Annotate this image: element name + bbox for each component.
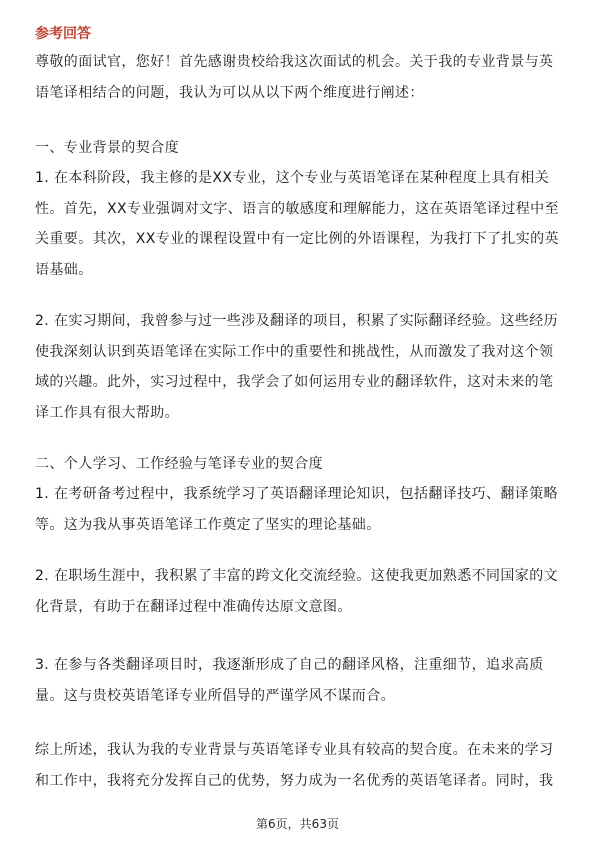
section-2-title: 二、个人学习、工作经验与笔译专业的契合度 [35,456,323,472]
section-1-point-1: 1. 在本科阶段，我主修的是XX专业，这个专业与英语笔译在某种程度上具有相关性。首先，XX专业强调对文字、语言的敏感度和理解能力，这在英语笔译过程中至关重要。其次，XX专业的课程设置中有一定比例的外语课程，为我打下了扎实的英语基础。 [35,170,559,278]
intro-paragraph: 尊敬的面试官，您好！首先感谢贵校给我这次面试的机会。关于我的专业背景与英语笔译相结合的问题，我认为可以从以下两个维度进行阐述： [35,54,554,101]
section-1-point-2: 2. 在实习期间，我曾参与过一些涉及翻译的项目，积累了实际翻译经验。这些经历使我深刻认识到英语笔译在实际工作中的重要性和挑战性，从而激发了我对这个领域的兴趣。此外，实习过程中，我学会了如何运用专业的翻译软件，这对未来的笔译工作具有很大帮助。 [35,313,559,421]
section-2-point-1: 1. 在考研备考过程中，我系统学习了英语翻译理论知识，包括翻译技巧、翻译策略等。这为我从事英语笔译工作奠定了坚实的理论基础。 [35,486,559,533]
answer-heading: 参考回答 [35,26,91,42]
section-2-point-2: 2. 在职场生涯中，我积累了丰富的跨文化交流经验。这使我更加熟悉不同国家的文化背景，有助于在翻译过程中准确传达原文意图。 [35,568,559,615]
section-1-title: 一、专业背景的契合度 [35,140,179,156]
section-2-point-3: 3. 在参与各类翻译项目时，我逐渐形成了自己的翻译风格，注重细节，追求高质量。这与贵校英语笔译专业所倡导的严谨学风不谋而合。 [35,657,544,704]
conclusion-paragraph: 综上所述，我认为我的专业背景与英语笔译专业具有较高的契合度。在未来的学习和工作中，我将充分发挥自己的优势，努力成为一名优秀的英语笔译者。同时，我 [35,742,554,789]
page-number: 第6页，共63页 [256,817,339,831]
